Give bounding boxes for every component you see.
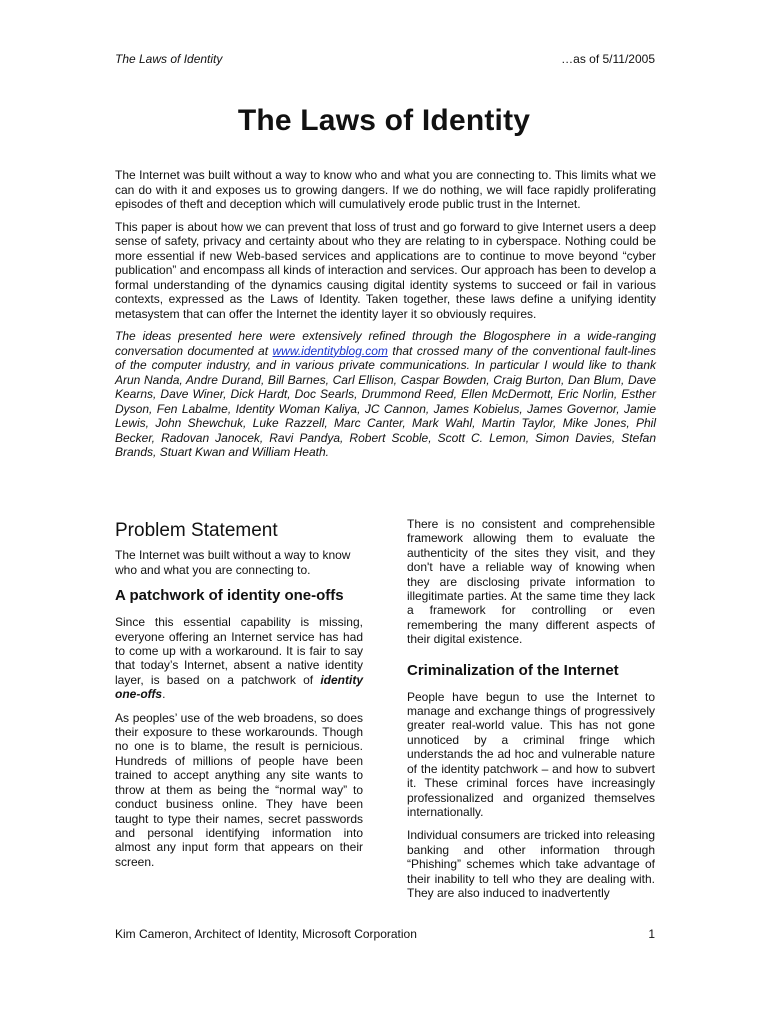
patchwork-text-start: Since this essential capability is missing, everyone offering an Internet service has had to come up with a workaround. It is fair to say that today’s Internet, absent a native identity layer, is based on a patchwork of <box>115 615 363 687</box>
criminalization-paragraph-2: Individual consumers are tricked into releasing banking and other information through “Phishing” schemes which take advantage of their inability to tell who they are dealing with. They are also induced to inadvertently <box>407 828 655 900</box>
patchwork-paragraph-1 <box>115 615 363 701</box>
introduction <box>115 168 656 468</box>
footer-author: Kim Cameron, Architect of Identity, Microsoft Corporation <box>115 927 417 941</box>
intro-paragraph-1: The Internet was built without a way to know who and what you are connecting to. This limits what we can do with it and exposes us to growing dangers. If we do nothing, we will face rapidly proliferating episodes of theft and deception which will cumulatively erode public trust in the Internet. <box>115 168 656 211</box>
left-column <box>115 520 363 878</box>
page-number: 1 <box>648 927 655 941</box>
identity-one-offs-emphasis: identity one-offs <box>115 672 363 702</box>
running-header-date: …as of 5/11/2005 <box>561 52 655 66</box>
document-title: The Laws of Identity <box>237 104 531 137</box>
acknowledgements-text-start: The ideas presented here were extensively refined through the Blogosphere in a wide-ranging conversation documented at <box>115 329 656 358</box>
criminalization-subheading: Criminalization of the Internet <box>407 661 619 679</box>
patchwork-subheading: A patchwork of identity one-offs <box>115 587 344 605</box>
identityblog-link[interactable]: www.identityblog.com <box>272 343 388 358</box>
patchwork-paragraph-2: As peoples’ use of the web broadens, so does their exposure to these workarounds. Though no one is to blame, the result is pernicious. Hundreds of millions of people have been trained to accept anything any site wants to throw at them as being the “normal way” to conduct business online. They have been taught to type their names, secret passwords and personal identifying information into almost any input form that appears on their screen. <box>115 710 363 869</box>
framework-paragraph: There is no consistent and comprehensible framework allowing them to evaluate the authenticity of the sites they visit, and they don't have a reliable way of knowing when they are disclosing private information to illegitimate parties. At the same time they lack a framework for controlling or even remembering the many different aspects of their digital existence. <box>407 517 655 647</box>
criminalization-paragraph-1: People have begun to use the Internet to manage and exchange things of progressively greater real-world value. This has not gone unnoticed by a criminal fringe which understands the ad hoc and vulnerable nature of the identity patchwork – and how to subvert it. These criminal forces have increasingly professionalized and organized themselves internationally. <box>407 689 655 819</box>
problem-statement-heading: Problem Statement <box>115 520 278 541</box>
running-header-title: The Laws of Identity <box>115 52 223 66</box>
acknowledgements-text-end: that crossed many of the conventional fault-lines of the computer industry, and in various private communications. In particular I would like to thank Arun Nanda, Andre Durand, Bill Barnes, Carl Ellison, Caspar Bowden, Craig Burton, Dan Blum, Dave Kearns, Dave Winer, Dick Hardt, Doc Searls, Drummond Reed, Ellen McDermott, Eric Norlin, Esther Dyson, Fen Labalme, Identity Woman Kaliya, JC Cannon, James Kobielus, James Governor, Jamie Lewis, John Shewchuk, Luke Razzell, Marc Canter, Mark Wahl, Martin Taylor, Mike Jones, Phil Becker, Radovan Janocek, Ravi Pandya, Robert Scoble, Scott C. Lemon, Simon Davies, Stefan Brands, Stuart Kwan and William Heath. <box>115 343 656 459</box>
intro-paragraph-2: This paper is about how we can prevent that loss of trust and go forward to give Internet users a deep sense of safety, privacy and certainty about who they are relating to in cyberspace. Nothing could be more essential if new Web-based services and applications are to continue to move beyond “cyber publication” and encompass all kinds of interaction and services. Our approach has been to develop a formal understanding of the dynamics causing digital identity systems to succeed or fail in various contexts, expressed as the Laws of Identity. Taken together, these laws define a unifying identity metasystem that can offer the Internet the identity layer it so obviously requires. <box>115 219 656 321</box>
patchwork-text-end: . <box>162 687 166 702</box>
problem-statement-paragraph: The Internet was built without a way to know who and what you are connecting to. <box>115 548 351 577</box>
right-column <box>407 517 655 909</box>
acknowledgements-paragraph <box>115 329 656 460</box>
